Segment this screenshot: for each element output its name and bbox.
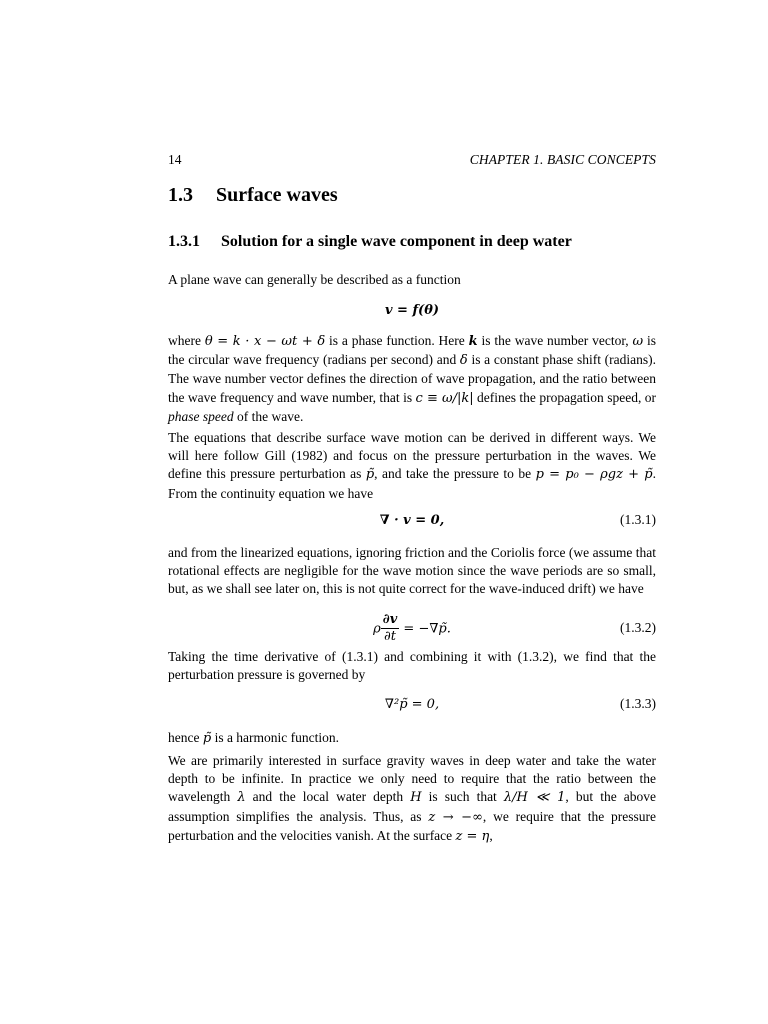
equation-number: (1.3.1): [620, 512, 656, 527]
paragraph-time-derivative: Taking the time derivative of (1.3.1) and combining it with (1.3.2), we find that the perturbation pressure is governed by: [168, 649, 656, 683]
math-z-limit: z → −∞: [428, 809, 483, 825]
equation-lhs: ρ: [373, 621, 381, 637]
page-header: [168, 152, 656, 170]
equation-number: (1.3.2): [620, 620, 656, 635]
text-span: , but the above assumption simplifies the analysis. Thus, as: [168, 789, 656, 824]
phase-speed-term: phase speed: [168, 408, 234, 424]
text-span: is a harmonic function.: [211, 730, 340, 745]
text-span: We are primarily interested in surface gravity waves in deep water and take the water depth to be infinite. In practice we only need to require that the ratio between the wavelength: [168, 753, 656, 805]
equation-plane-wave: [168, 302, 656, 324]
paragraph-deep-water: [168, 752, 656, 846]
math-pressure: p = p₀ − ρgz + p̃: [535, 467, 653, 483]
equation-fraction: [381, 612, 400, 645]
text-span: of the wave.: [233, 408, 304, 424]
equation-number: (1.3.3): [620, 696, 656, 711]
math-ratio: λ/H ≪ 1: [503, 790, 566, 806]
math-p-tilde: p̃: [365, 467, 375, 483]
equation-1-3-1: [168, 512, 656, 534]
equation-text: ∇²p̃ = 0,: [384, 697, 440, 712]
math-omega: ω: [632, 334, 644, 349]
paragraph-derivation: [168, 429, 656, 503]
math-delta: δ: [459, 353, 468, 369]
text-span: is the wave number vector,: [477, 333, 633, 348]
paragraph-harmonic: [168, 729, 656, 748]
page-number: 14: [168, 152, 182, 167]
subsection-title: Solution for a single wave component in deep water: [221, 233, 572, 250]
running-head: CHAPTER 1. BASIC CONCEPTS: [469, 152, 656, 167]
section-heading: [168, 184, 338, 207]
text-span: . From the continuity equation we have: [168, 466, 656, 501]
paragraph-linearized: and from the linearized equations, ignoring friction and the Coriolis force (we assume that rotational effects are negligible for the wave motion since the wave periods are so small, but, as we shall see later on, this is not quite correct for the wave-induced drift) we have: [168, 545, 656, 597]
math-p-tilde: p̃: [202, 731, 212, 746]
subsection-number: 1.3.1: [168, 233, 200, 250]
math-H: H: [410, 790, 422, 806]
section-title: Surface waves: [216, 184, 338, 206]
equation-body: [168, 612, 656, 645]
math-surface: z = η: [455, 828, 490, 844]
text-span: ,: [489, 827, 493, 843]
section-number: 1.3: [168, 184, 193, 206]
math-c: c ≡ ω/|k|: [415, 390, 474, 406]
text-span: The equations that describe surface wave motion can be derived in different ways. We will here follow Gill (1982) and focus on the pressure perturbation in the waves. We define this pressure perturbation as: [168, 430, 656, 482]
equation-body: [168, 302, 656, 318]
text-span: hence: [168, 730, 203, 745]
math-theta: θ = k · x − ωt + δ: [204, 334, 326, 349]
paragraph-phase-function: [168, 332, 656, 426]
text-span: is such that: [421, 789, 504, 805]
text-span: defines the propagation speed, or: [473, 389, 656, 405]
subsection-heading: [168, 233, 572, 251]
text-span: is a phase function. Here: [325, 333, 469, 348]
equation-rhs: = −∇p̃.: [399, 621, 451, 637]
equation-body: [168, 696, 656, 712]
text-span: , and take the pressure to be: [374, 466, 536, 482]
text-span: where: [168, 333, 205, 348]
equation-body: [168, 512, 656, 528]
equation-1-3-2: [168, 612, 656, 648]
paragraph-intro: A plane wave can generally be described as a function: [168, 272, 461, 287]
math-k: k: [468, 334, 478, 349]
text-span: , we require that the pressure perturbation and the velocities vanish. At the surface: [168, 808, 656, 843]
equation-text: v = f(θ): [384, 303, 440, 318]
fraction-numerator: ∂v: [382, 612, 398, 627]
math-lambda: λ: [237, 790, 246, 806]
equation-1-3-3: [168, 696, 656, 718]
equation-text: ∇ · v = 0,: [379, 513, 445, 528]
fraction-denominator: ∂t: [384, 629, 396, 644]
text-span: is the circular wave frequency (radians per second) and: [168, 333, 657, 368]
text-span: and the local water depth: [245, 789, 411, 805]
text-span: is a constant phase shift (radians). The wave number vector defines the direction of wave propagation, and the ratio between the wave frequency and wave number, that is: [168, 352, 656, 405]
